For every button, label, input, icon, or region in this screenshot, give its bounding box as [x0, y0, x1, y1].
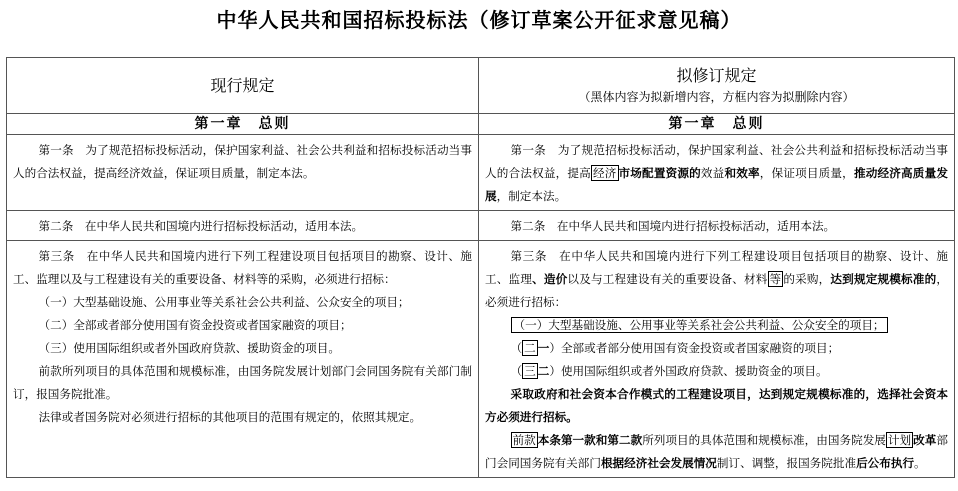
article-3-revised-item-2: （ 二 一）全部或者部分使用国有资金投资或者国家融资的项目；	[510, 341, 840, 355]
article-3-revised-item-1	[485, 314, 948, 337]
article-3-revised	[479, 241, 955, 478]
added-text: 和效率	[724, 166, 760, 180]
article-3-revised-para-3: 前款 本条第一款和第二款所列项目的具体范围和规模标准，由国务院发展 计划 改革部门会同国务院有关部门根据经济社会发展情况制订、调整，报国务院批准后公布执行。	[485, 433, 948, 470]
added-text: 本条第一款和第二款	[537, 433, 643, 447]
revised-rules-note: （黑体内容为拟新增内容，方框内容为拟删除内容）	[578, 90, 855, 104]
article-3-revised-para-1: 第三条 在中华人民共和国境内进行下列工程建设项目包括项目的勘察、设计、施工、监理、造价以及与工程建设有关的重要设备、材料 等 的采购，达到规定规模标准的，必须进行招标：	[485, 249, 948, 309]
added-text: 后公布执行	[856, 456, 915, 470]
article-3-revised-para-2	[485, 383, 948, 429]
article-3-revised-item-3: （ 三 二）使用国际组织或者外国政府贷款、援助资金的项目。	[510, 364, 828, 378]
added-text: 一	[537, 341, 550, 355]
deleted-text: 等	[769, 272, 782, 286]
article-3-current-item-2: （二）全部或者部分使用国有资金投资或者国家融资的项目；	[38, 318, 352, 332]
article-2-current-text: 第二条 在中华人民共和国境内进行招标投标活动，适用本法。	[38, 219, 364, 233]
article-2-revised-text: 第二条 在中华人民共和国境内进行招标投标活动，适用本法。	[510, 219, 836, 233]
chapter-heading-current: 第一章 总则	[7, 114, 479, 135]
added-text: 二	[537, 364, 550, 378]
added-text: 改革	[913, 433, 937, 447]
article-1-current	[7, 135, 479, 211]
deleted-text: 前款	[512, 433, 536, 447]
added-text: 市场配置资源的	[618, 166, 701, 180]
deleted-text: 经济	[592, 166, 617, 180]
deleted-text: （一）大型基础设施、公用事业等关系社会公共利益、公众安全的项目；	[511, 317, 888, 333]
article-1-current-text: 第一条 为了规范招标投标活动，保护国家利益、社会公共利益和招标投标活动当事人的合法权益，提高经济效益，保证项目质量，制定本法。	[13, 143, 472, 180]
article-3-current-item-1: （一）大型基础设施、公用事业等关系社会公共利益、公众安全的项目；	[38, 295, 410, 309]
article-3-current-para-2: 前款所列项目的具体范围和规模标准，由国务院发展计划部门会同国务院有关部门制订，报国务院批准。	[13, 364, 472, 401]
article-3-current-para-3: 法律或者国务院对必须进行招标的其他项目的范围有规定的，依照其规定。	[38, 410, 422, 424]
current-rules-header: 现行规定	[7, 58, 479, 114]
article-1-revised-text: 第一条 为了规范招标投标活动，保护国家利益、社会公共利益和招标投标活动当事人的合法权益，提高 经济 市场配置资源的效益和效率，保证项目质量，推动经济高质量发展，制定本法。	[485, 143, 948, 203]
article-3-current-para-1: 第三条 在中华人民共和国境内进行下列工程建设项目包括项目的勘察、设计、施工、监理以及与工程建设有关的重要设备、材料等的采购，必须进行招标：	[13, 249, 472, 286]
added-text: 采取政府和社会资本合作模式的工程建设项目，达到规定规模标准的，选择社会资本方必须进行招标。	[485, 387, 948, 424]
revised-rules-title: 拟修订规定	[676, 66, 757, 85]
chapter-heading-revised: 第一章 总则	[479, 114, 955, 135]
deleted-text: 计划	[887, 433, 912, 447]
deleted-text: 三	[524, 364, 536, 378]
added-text: 根据经济社会发展情况	[600, 456, 717, 470]
article-1-revised	[479, 135, 955, 211]
article-3-current	[7, 241, 479, 478]
deleted-text: 二	[524, 341, 536, 355]
comparison-table	[6, 57, 955, 478]
article-2-current	[7, 211, 479, 241]
article-2-revised	[479, 211, 955, 241]
added-text: 达到规定规模标准的	[830, 272, 937, 286]
article-3-current-item-3: （三）使用国际组织或者外国政府贷款、援助资金的项目。	[38, 341, 340, 355]
revised-rules-header	[479, 58, 955, 114]
page-title: 中华人民共和国招标投标法（修订草案公开征求意见稿）	[216, 8, 742, 32]
added-text: 、造价	[532, 272, 568, 286]
added-text: 推动经济高质量发展	[485, 166, 948, 203]
